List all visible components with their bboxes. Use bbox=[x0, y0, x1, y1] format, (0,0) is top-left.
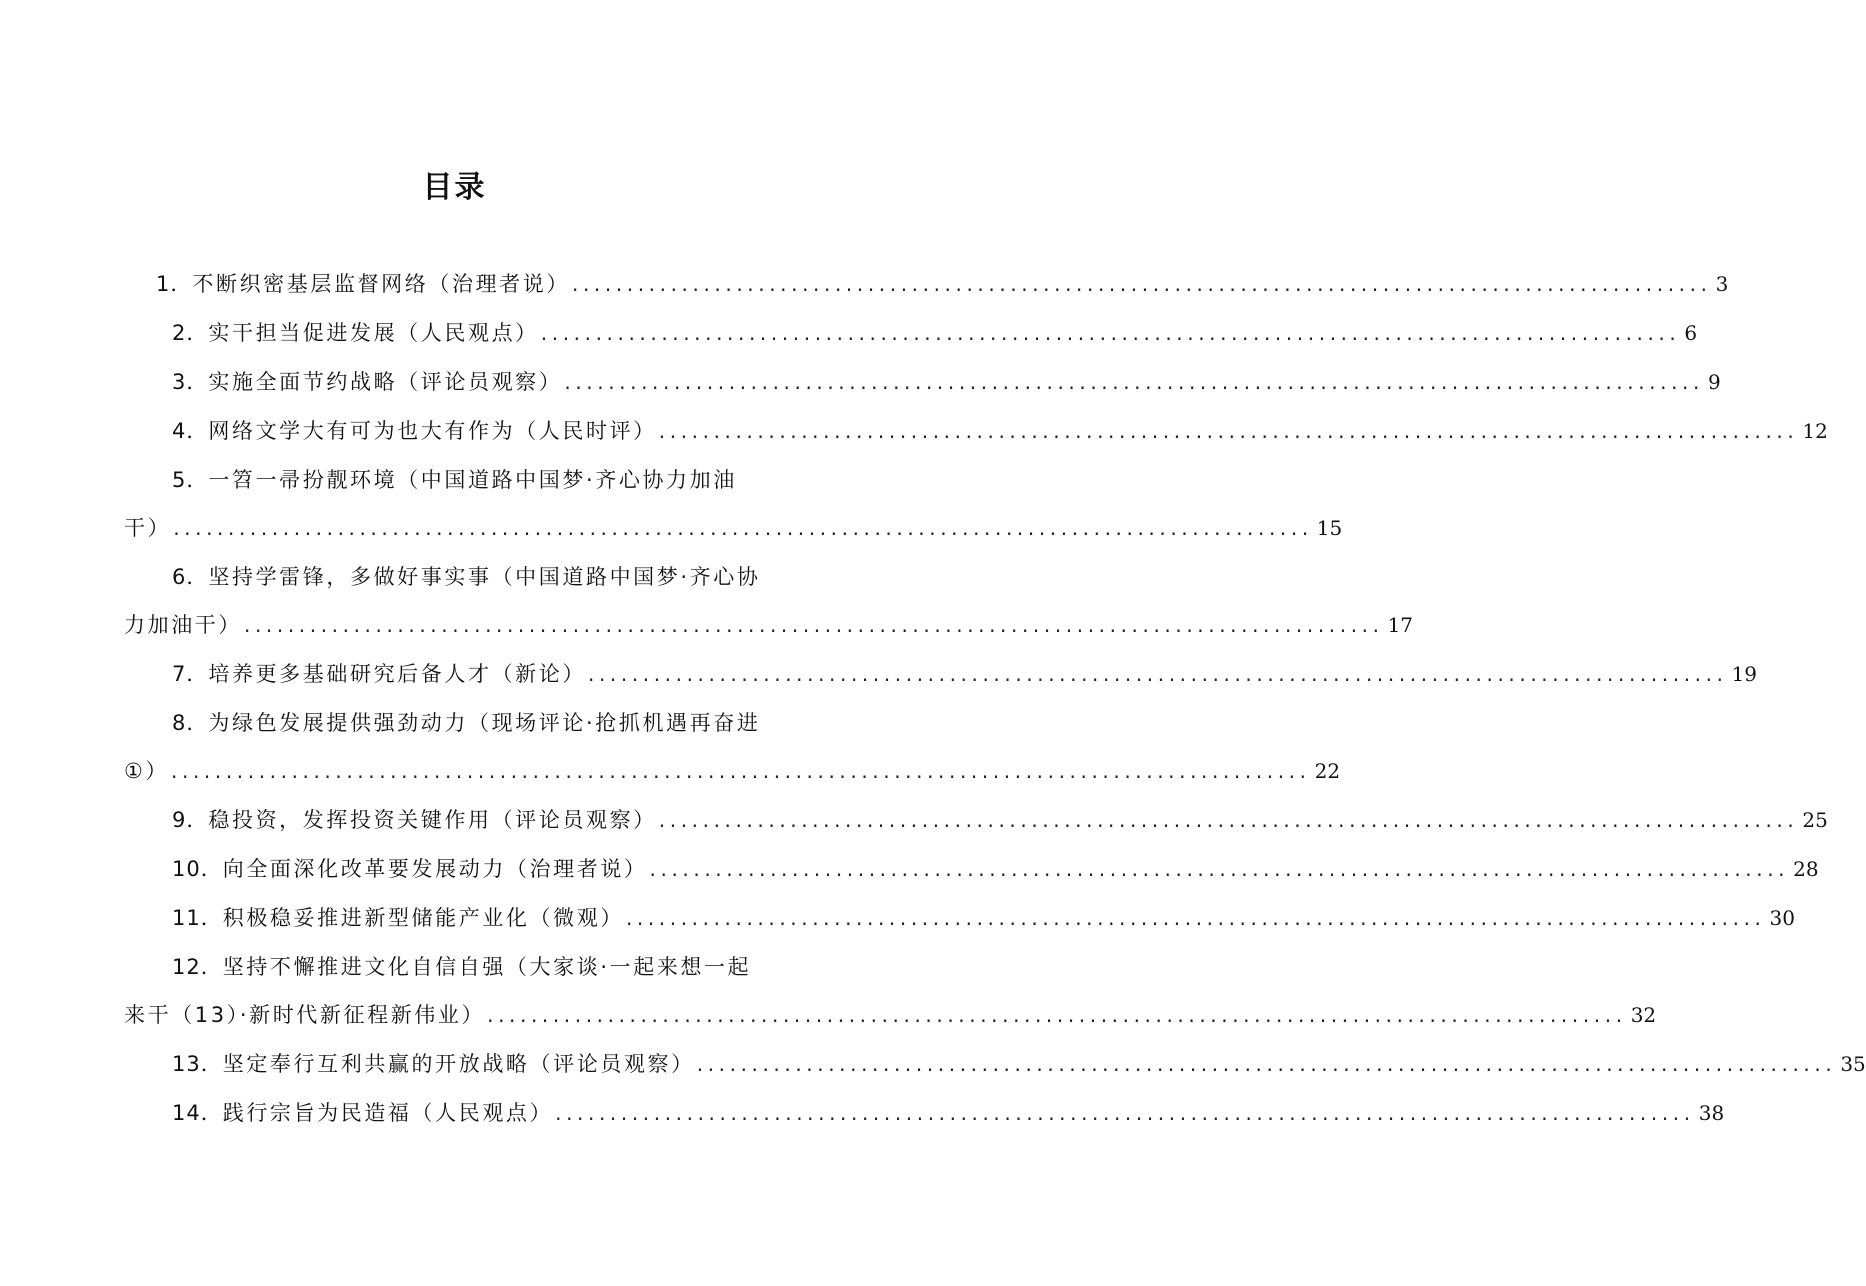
toc-entry[interactable] bbox=[172, 1048, 1866, 1078]
toc-entry-title: 坚持学雷锋，多做好事实事（中国道路中国梦·齐心协 bbox=[208, 565, 761, 589]
toc-entry-page: 19 bbox=[1731, 662, 1758, 686]
toc-entry-continuation[interactable] bbox=[124, 755, 1341, 785]
toc-entry-number: 1． bbox=[156, 272, 193, 296]
toc-entry-number: 13． bbox=[172, 1052, 223, 1076]
toc-entry-number: 12． bbox=[172, 955, 223, 979]
toc-entry[interactable] bbox=[172, 415, 1828, 445]
toc-entry-title: 一笤一帚扮靓环境（中国道路中国梦·齐心协力加油 bbox=[208, 468, 737, 492]
dot-leader: ........................................................................................................ bbox=[564, 370, 1704, 394]
toc-entry-page: 17 bbox=[1387, 613, 1414, 637]
dot-leader: ........................................................................................................ bbox=[555, 1101, 1695, 1125]
dot-leader: ........................................................................................................ bbox=[696, 1052, 1837, 1076]
dot-leader: ........................................................................................................ bbox=[658, 419, 1799, 443]
toc-entry-title: 坚持不懈推进文化自信自强（大家谈·一起来想一起 bbox=[222, 955, 752, 979]
toc-entry-number: 7． bbox=[172, 662, 209, 686]
toc-entry-title: 向全面深化改革要发展动力（治理者说） bbox=[222, 857, 648, 881]
toc-entry-page: 28 bbox=[1793, 857, 1819, 881]
toc-entry-title: 实施全面节约战略（评论员观察） bbox=[208, 370, 563, 394]
dot-leader: ........................................................................................................ bbox=[487, 1003, 1627, 1027]
toc-entry-number: 10． bbox=[172, 857, 223, 881]
toc-entry-continuation[interactable] bbox=[124, 609, 1414, 639]
dot-leader: ........................................................................................................ bbox=[658, 808, 1799, 832]
toc-entry-number: 5． bbox=[172, 468, 209, 492]
toc-entry-page: 22 bbox=[1314, 759, 1341, 783]
dot-leader: ........................................................................................................ bbox=[244, 613, 1384, 637]
toc-entry-number: 2． bbox=[172, 321, 209, 345]
toc-entry-page: 9 bbox=[1707, 370, 1721, 394]
toc-entry[interactable] bbox=[172, 1097, 1725, 1127]
toc-entry-title: 践行宗旨为民造福（人民观点） bbox=[222, 1101, 554, 1125]
toc-entry[interactable] bbox=[172, 902, 1795, 932]
toc-entry[interactable] bbox=[172, 951, 798, 981]
dot-leader: ........................................................................................................ bbox=[171, 759, 1311, 783]
toc-entry-continuation[interactable] bbox=[124, 999, 1657, 1029]
toc-entry[interactable] bbox=[172, 366, 1721, 396]
toc-entry[interactable] bbox=[172, 561, 798, 591]
dot-leader: ........................................................................................................ bbox=[649, 857, 1790, 881]
toc-entry-page: 3 bbox=[1715, 272, 1729, 296]
toc-entry-title: 为绿色发展提供强劲动力（现场评论·抢抓机遇再奋进 bbox=[208, 711, 761, 735]
toc-entry-title: 不断织密基层监督网络（治理者说） bbox=[192, 272, 570, 296]
toc-entry-title: 培养更多基础研究后备人才（新论） bbox=[208, 662, 586, 686]
toc-entry-page: 12 bbox=[1802, 419, 1828, 443]
toc-entry-page: 38 bbox=[1698, 1101, 1725, 1125]
toc-entry-page: 6 bbox=[1684, 321, 1698, 345]
dot-leader: ........................................................................................................ bbox=[173, 516, 1313, 540]
toc-entry-title: 坚定奉行互利共赢的开放战略（评论员观察） bbox=[222, 1052, 695, 1076]
toc-entry-page: 32 bbox=[1630, 1003, 1657, 1027]
toc-entry-number: 14． bbox=[172, 1101, 223, 1125]
toc-entry-title: 网络文学大有可为也大有作为（人民时评） bbox=[208, 419, 657, 443]
toc-entry[interactable] bbox=[172, 317, 1698, 347]
toc-entry-page: 35 bbox=[1840, 1052, 1866, 1076]
toc-entry-title: 实干担当促进发展（人民观点） bbox=[208, 321, 539, 345]
toc-entry[interactable] bbox=[172, 464, 798, 494]
toc-entry-number: 4． bbox=[172, 419, 209, 443]
page-title: 目录 bbox=[422, 170, 487, 205]
toc-entry-number: 9． bbox=[172, 808, 209, 832]
toc-entry[interactable] bbox=[172, 804, 1828, 834]
toc-entry[interactable] bbox=[172, 853, 1819, 883]
toc-entry-page: 15 bbox=[1316, 516, 1343, 540]
toc-entry-title-continued: 干） bbox=[124, 516, 172, 540]
toc-entry-title: 稳投资，发挥投资关键作用（评论员观察） bbox=[208, 808, 657, 832]
toc-entry-number: 3． bbox=[172, 370, 209, 394]
toc-entry-number: 6． bbox=[172, 565, 209, 589]
toc-entry[interactable] bbox=[156, 268, 1729, 298]
dot-leader: ........................................................................................................ bbox=[587, 662, 1728, 686]
toc-entry-title-continued: ①） bbox=[124, 759, 170, 783]
toc-entry-number: 11． bbox=[172, 906, 223, 930]
toc-entry[interactable] bbox=[172, 707, 798, 737]
toc-entry-continuation[interactable] bbox=[124, 512, 1343, 542]
toc-entry-number: 8． bbox=[172, 711, 209, 735]
dot-leader: ........................................................................................................ bbox=[625, 906, 1766, 930]
dot-leader: ........................................................................................................ bbox=[540, 321, 1681, 345]
toc-entry-title-continued: 来干（13）·新时代新征程新伟业） bbox=[124, 1003, 486, 1027]
toc-entry-page: 30 bbox=[1769, 906, 1795, 930]
toc-entry-title-continued: 力加油干） bbox=[124, 613, 242, 637]
dot-leader: ........................................................................................................ bbox=[571, 272, 1712, 296]
toc-entry-title: 积极稳妥推进新型储能产业化（微观） bbox=[222, 906, 624, 930]
toc-entry[interactable] bbox=[172, 658, 1758, 688]
toc-entry-page: 25 bbox=[1802, 808, 1828, 832]
